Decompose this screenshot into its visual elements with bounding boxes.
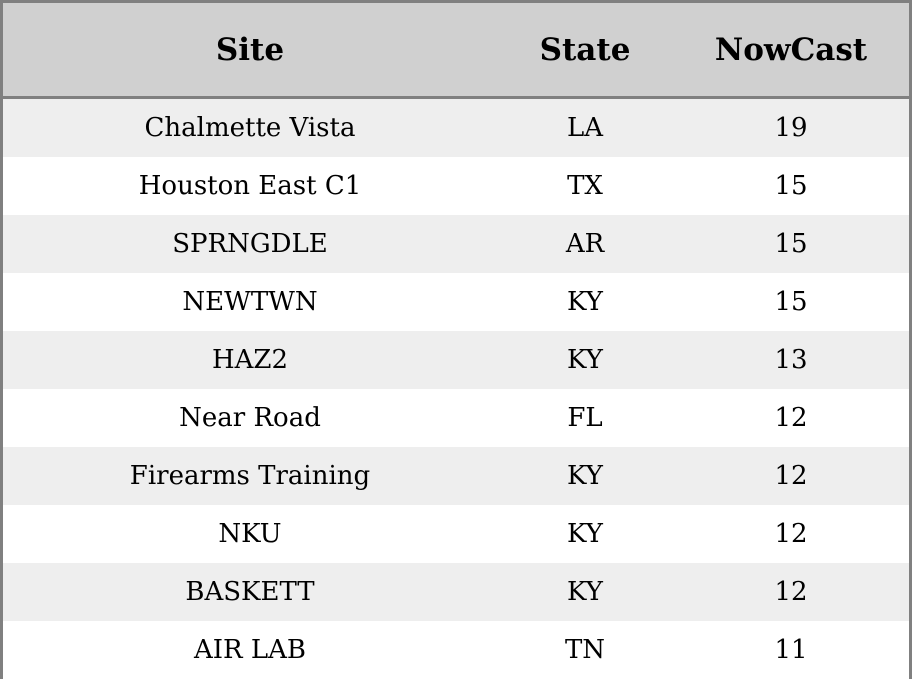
state-cell: KY <box>567 577 603 607</box>
state-cell: LA <box>566 113 604 143</box>
site-cell: SPRNGDLE <box>172 229 328 259</box>
state-cell: KY <box>567 519 603 549</box>
nowcast-cell: 15 <box>774 287 808 317</box>
table-body <box>3 99 909 679</box>
state-cell: KY <box>567 345 603 375</box>
state-cell: KY <box>567 461 603 491</box>
table-row <box>3 215 909 273</box>
site-cell: BASKETT <box>185 577 315 607</box>
site-cell: Near Road <box>179 403 321 433</box>
state-cell: TX <box>567 171 603 201</box>
table-row <box>3 563 909 621</box>
state-cell: KY <box>567 287 603 317</box>
table-row <box>3 505 909 563</box>
nowcast-cell: 15 <box>774 229 808 259</box>
column-header-site: Site <box>215 31 285 68</box>
nowcast-cell: 15 <box>774 171 808 201</box>
state-cell: AR <box>565 229 605 259</box>
site-cell: AIR LAB <box>193 635 307 665</box>
state-cell: FL <box>567 403 603 433</box>
nowcast-cell: 19 <box>774 113 808 143</box>
table-row <box>3 157 909 215</box>
nowcast-cell: 12 <box>774 461 808 491</box>
table-row <box>3 99 909 157</box>
nowcast-cell: 11 <box>774 635 808 665</box>
site-cell: Firearms Training <box>129 461 371 491</box>
column-header-nowcast: NowCast <box>714 31 868 68</box>
table-row <box>3 621 909 679</box>
nowcast-cell: 13 <box>774 345 808 375</box>
nowcast-cell: 12 <box>774 403 808 433</box>
table-row <box>3 273 909 331</box>
table-row <box>3 331 909 389</box>
site-cell: HAZ2 <box>211 345 289 375</box>
table-header <box>3 3 909 99</box>
site-cell: Houston East C1 <box>138 171 362 201</box>
table-row <box>3 389 909 447</box>
state-cell: TN <box>564 635 606 665</box>
site-cell: NKU <box>218 519 282 549</box>
site-cell: NEWTWN <box>182 287 318 317</box>
nowcast-cell: 12 <box>774 577 808 607</box>
table-row <box>3 447 909 505</box>
column-header-state: State <box>539 31 631 68</box>
nowcast-cell: 12 <box>774 519 808 549</box>
site-cell: Chalmette Vista <box>144 113 356 143</box>
